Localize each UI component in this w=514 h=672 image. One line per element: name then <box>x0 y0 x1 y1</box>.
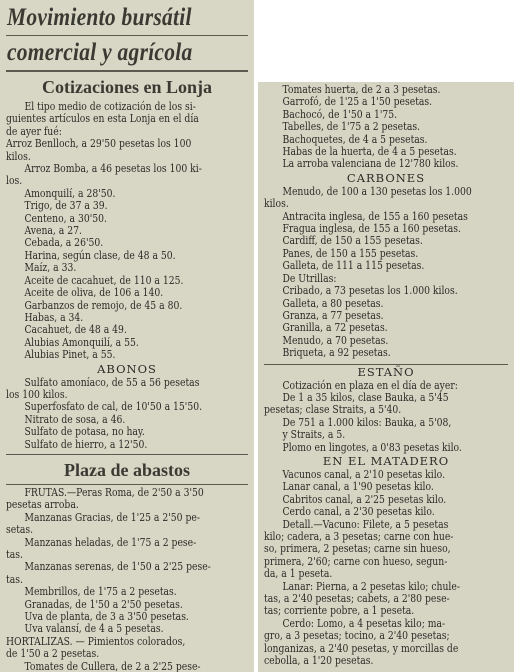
text-line: Cebada, a 26'50. <box>24 236 104 250</box>
text-line: kilo; cadera, a 3 pesetas; carne con hue- <box>264 530 454 543</box>
text-line: El tipo medio de cotización de los si- <box>24 100 196 113</box>
text-line: Plomo en lingotes, a 0'83 pesetas kilo. <box>282 440 462 454</box>
estano-body <box>258 380 514 454</box>
text-line: tas. <box>6 572 23 586</box>
text-line: Menudo, de 100 a 130 pesetas los 1.000 <box>282 184 472 198</box>
headline-line-1: Movimiento bursátil <box>7 4 192 31</box>
text-line: kilos. <box>264 197 289 211</box>
text-line: tas, a 2'40 pesetas; cabets, a 2'80 pese- <box>264 592 450 606</box>
text-line: y Straits, a 5. <box>282 428 346 442</box>
text-line: Cerdo canal, a 2'30 pesetas kilo. <box>282 505 435 519</box>
text-line: Manzanas heladas, de 1'75 a 2 pese- <box>24 535 197 549</box>
text-line: Granadas, de 1'50 a 2'50 pesetas. <box>24 597 183 611</box>
text-line: da, a 1 peseta. <box>264 567 333 581</box>
carbones-body <box>258 186 514 360</box>
text-line: La arroba valenciana de 12'780 kilos. <box>282 157 459 171</box>
text-line: Cerdo: Lomo, a 4 pesetas kilo; ma- <box>282 616 446 630</box>
text-line: Bachoquetes, de 4 a 5 pesetas. <box>282 132 428 146</box>
text-line: Bachocó, de 1'50 a 1'75. <box>282 107 398 121</box>
text-line: kilos. <box>6 149 31 163</box>
right-column <box>258 82 514 672</box>
text-line: Fragua inglesa, de 155 a 160 pesetas. <box>282 222 461 236</box>
text-line: HORTALIZAS. — Pimientos colorados, <box>6 634 186 648</box>
text-line: Uva de planta, de 3 a 3'50 pesetas. <box>24 610 189 624</box>
divider <box>6 35 248 36</box>
text-line: setas. <box>6 523 34 537</box>
text-line: Habas de la huerta, de 4 a 5 pesetas. <box>282 145 457 159</box>
text-line: Arroz Bomba, a 46 pesetas los 100 ki- <box>24 162 202 176</box>
text-line: Detall.—Vacuno: Filete, a 5 pesetas <box>282 517 449 531</box>
text-line: Amonquilí, a 28'50. <box>24 186 116 200</box>
text-line: pesetas arroba. <box>6 498 79 512</box>
text-line: Manzanas serenas, de 1'50 a 2'25 pese- <box>24 560 211 574</box>
text-line: Garbanzos de remojo, de 45 a 80. <box>24 298 183 312</box>
text-line: Cardiff, de 150 a 155 pesetas. <box>282 234 423 248</box>
text-line: Cotización en plaza en el día de ayer: <box>282 378 458 392</box>
text-line: Centeno, a 30'50. <box>24 211 107 225</box>
text-line: Superfosfato de cal, de 10'50 a 15'50. <box>24 400 203 414</box>
text-line: primera, 2'60; carne con hueso, segun- <box>264 554 448 568</box>
text-line: Cabritos canal, a 2'25 pesetas kilo. <box>282 492 447 506</box>
text-line: Panes, de 150 a 155 pesetas. <box>282 246 419 260</box>
text-line: Maíz, a 33. <box>24 261 77 275</box>
text-line: los 100 kilos. <box>6 387 68 401</box>
lonja-body <box>0 101 254 362</box>
text-line: Tomates de Cullera, de 2 a 2'25 pese- <box>24 659 201 672</box>
text-line: Sulfato de hierro, a 12'50. <box>24 437 148 451</box>
vegetables-body <box>258 82 514 171</box>
text-line: so, primera, 2 pesetas; carne sin hueso, <box>264 542 451 556</box>
abastos-body <box>0 487 254 672</box>
text-line: Lanar canal, a 1'90 pesetas kilo. <box>282 480 434 494</box>
text-line: De 1 a 35 kilos, clase Bauka, a 5'45 <box>282 390 449 404</box>
text-line: tas. <box>6 548 23 561</box>
matadero-title: EN EL MATADERO <box>322 453 450 468</box>
left-column <box>0 0 254 672</box>
divider <box>6 484 248 485</box>
text-line: Habas, a 34. <box>24 310 84 324</box>
text-line: longanizas, a 2'40 pesetas, y morcillas de <box>264 641 459 655</box>
text-line: Antracita inglesa, de 155 a 160 pesetas <box>282 209 468 223</box>
text-line: Tomates huerta, de 2 a 3 pesetas. <box>282 83 441 96</box>
text-line: Alubias Pinet, a 55. <box>24 348 116 362</box>
text-line: gro, a 3 pesetas; tocino, a 2'40 pesetas; <box>264 629 450 643</box>
text-line: Arroz Benlloch, a 29'50 pesetas los 100 <box>6 137 192 151</box>
text-line: Sulfato de potasa, no hay. <box>24 425 145 439</box>
text-line: Aceite de cacahuet, de 110 a 125. <box>24 273 184 287</box>
carbones-title: CARBONES <box>346 170 426 185</box>
text-line: Membrillos, de 1'75 a 2 pesetas. <box>24 585 177 599</box>
text-line: Vacunos canal, a 2'10 pesetas kilo. <box>282 467 446 481</box>
text-line: Alubias Amonquilí, a 55. <box>24 335 139 349</box>
text-line: de ayer fué: <box>6 124 62 138</box>
text-line: Sulfato amoníaco, de 55 a 56 pesetas <box>24 375 200 389</box>
text-line: Avena, a 27. <box>24 224 82 238</box>
text-line: Galleta, a 80 pesetas. <box>282 296 384 310</box>
text-line: tas; corriente pobre, a 1 peseta. <box>264 604 415 618</box>
text-line: Trigo, de 37 a 39. <box>24 199 108 213</box>
text-line: FRUTAS.—Peras Roma, de 2'50 a 3'50 <box>24 485 204 499</box>
headline-line-2: comercial y agrícola <box>7 39 193 66</box>
text-line: Garrofó, de 1'25 a 1'50 pesetas. <box>282 95 433 109</box>
matadero-body <box>258 469 514 668</box>
abonos-body <box>0 377 254 451</box>
text-line: Aceite de oliva, de 106 a 140. <box>24 286 164 300</box>
text-line: Galleta, de 111 a 115 pesetas. <box>282 259 425 273</box>
estano-title: ESTAÑO <box>357 364 415 379</box>
abastos-title: Plaza de abastos <box>64 459 190 480</box>
text-line: Menudo, a 70 pesetas. <box>282 333 389 347</box>
lonja-title: Cotizaciones en Lonja <box>42 77 212 97</box>
text-line: Manzanas Gracias, de 1'25 a 2'50 pe- <box>24 510 200 524</box>
text-line: Harina, según clase, de 48 a 50. <box>24 248 176 262</box>
text-line: guientes artículos en esta Lonja en el día <box>6 112 199 126</box>
text-line: cebolla, a 1'20 pesetas. <box>264 654 374 668</box>
text-line: Tabelles, de 1'75 a 2 pesetas. <box>282 120 421 134</box>
text-line: De 751 a 1.000 kilos: Bauka, a 5'08, <box>282 415 452 429</box>
text-line: Nitrato de sosa, a 46. <box>24 412 126 426</box>
text-line: Cribado, a 73 pesetas los 1.000 kilos. <box>282 284 458 298</box>
text-line: Briqueta, a 92 pesetas. <box>282 346 391 360</box>
text-line: de 1'50 a 2 pesetas. <box>6 647 100 661</box>
text-line: Cacahuet, de 48 a 49. <box>24 323 127 337</box>
text-line: los. <box>6 174 23 188</box>
text-line: pesetas; clase Straits, a 5'40. <box>264 403 402 417</box>
text-line: Lanar: Pierna, a 2 pesetas kilo; chule- <box>282 579 460 593</box>
divider <box>6 454 248 455</box>
text-line: Uva valansí, de 4 a 5 pesetas. <box>24 622 164 636</box>
text-line: De Utrillas: <box>282 271 337 285</box>
divider <box>6 70 248 72</box>
text-line: Granza, a 77 pesetas. <box>282 308 384 322</box>
text-line: Granilla, a 72 pesetas. <box>282 321 388 335</box>
abonos-title: ABONOS <box>97 361 157 376</box>
